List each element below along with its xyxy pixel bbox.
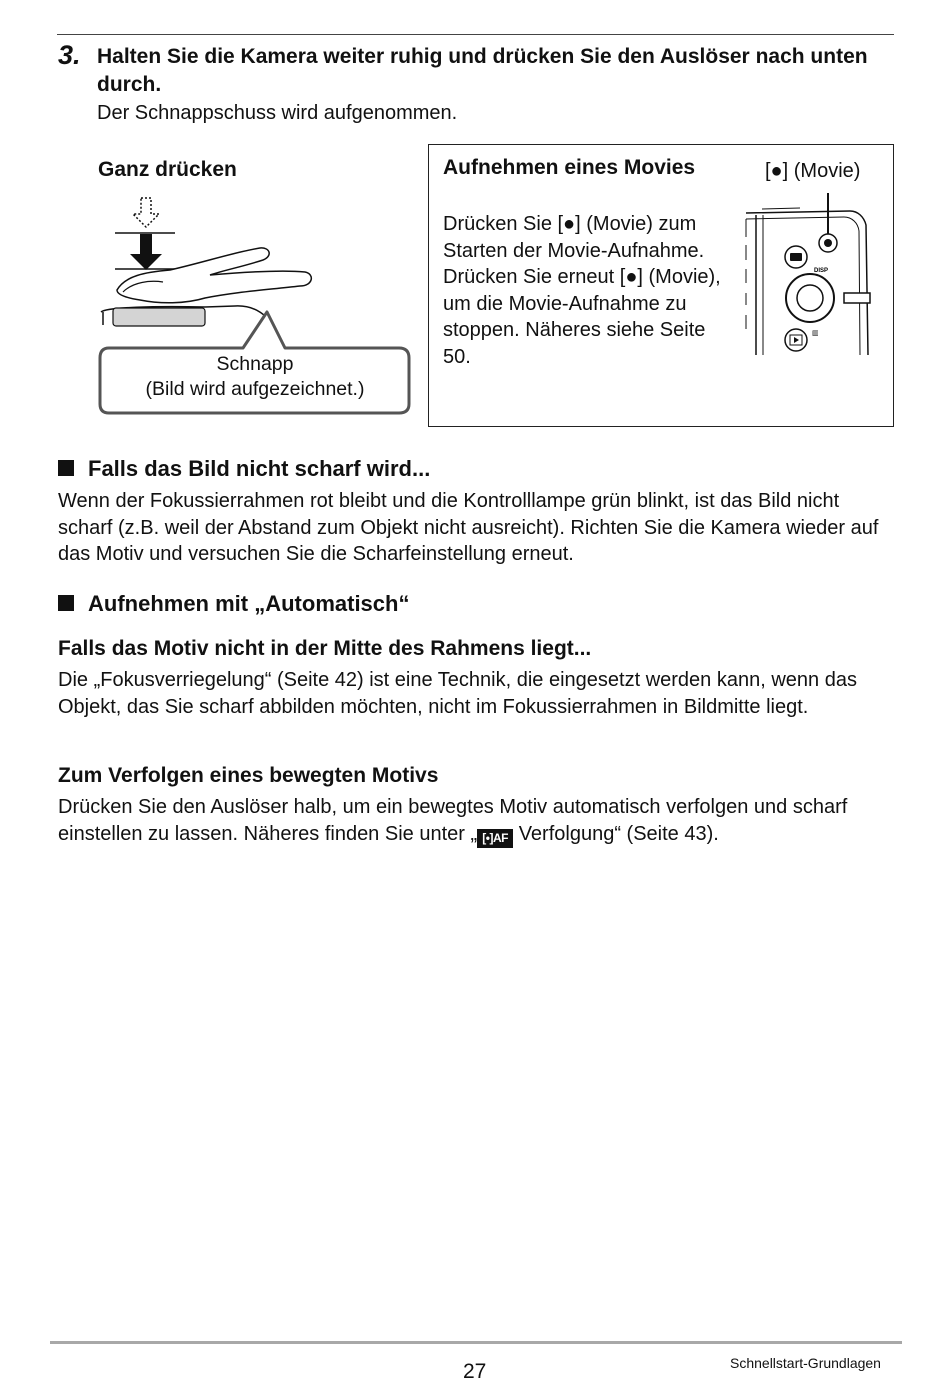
square-bullet-icon: [58, 460, 74, 476]
camera-back-illustration: [740, 185, 880, 360]
page-number: 27: [463, 1360, 487, 1383]
step-number: 3.: [58, 40, 81, 70]
bubble-line-2: (Bild wird aufgezeichnet.): [145, 378, 365, 400]
movie-box-body: Drücken Sie [●] (Movie) zum Starten der Movie-Aufnahme. Drücken Sie erneut [●] (Movie), um die Movie-Aufnahme zu stoppen. Näheres siehe Seite 50.: [443, 213, 721, 368]
footer-rule: [50, 1341, 902, 1344]
tracking-text-before: Drücken Sie den Auslöser halb, um ein bewegtes Motiv automatisch verfolgen und scharf einstellen zu lassen. Näheres finden Sie unter „: [58, 796, 848, 845]
section-focus-text: Wenn der Fokussierrahmen rot bleibt und die Kontrolllampe grün blinkt, ist das Bild nicht scharf (z.B. weil der Abstand zum Objekt nicht ausreicht). Richten Sie die Kamera wieder auf das Motiv und versuchen Sie die Scharfeinstellung erneut.: [58, 490, 879, 565]
section-heading-auto: [58, 591, 409, 617]
subheading-off-center: Falls das Motiv nicht in der Mitte des Rahmens liegt...: [58, 637, 592, 660]
bubble-line-1: Schnapp: [216, 353, 294, 375]
bubble-text: [100, 352, 410, 402]
top-rule: [57, 34, 894, 35]
square-bullet-icon: [58, 595, 74, 611]
tracking-af-icon: [•]AF: [477, 829, 513, 848]
disp-label: DISP: [814, 268, 829, 274]
svg-text:▥: ▥: [812, 330, 819, 337]
step-subtitle: Der Schnappschuss wird aufgenommen.: [97, 102, 458, 124]
press-fully-label: Ganz drücken: [98, 158, 237, 181]
step-title: Halten Sie die Kamera weiter ruhig und drücken Sie den Auslöser nach unten durch.: [97, 45, 868, 96]
movie-button-callout: [●] (Movie): [765, 160, 861, 182]
off-center-text: Die „Fokusverriegelung“ (Seite 42) ist eine Technik, die eingesetzt werden kann, wenn das Objekt, das Sie scharf abbilden möchten, nicht im Fokussierrahmen in Bildmitte liegt.: [58, 669, 857, 718]
section-heading-focus: [58, 456, 430, 482]
tracking-text-after: Verfolgung“ (Seite 43).: [513, 822, 719, 845]
subheading-tracking: Zum Verfolgen eines bewegten Motivs: [58, 764, 439, 787]
movie-box-title: Aufnehmen eines Movies: [443, 156, 696, 179]
tracking-text: [58, 794, 898, 848]
section-heading-focus-text: Falls das Bild nicht scharf wird...: [88, 456, 431, 481]
section-heading-auto-text: Aufnehmen mit „Automatisch“: [88, 591, 410, 616]
footer-section-label: Schnellstart-Grundlagen: [730, 1355, 881, 1371]
